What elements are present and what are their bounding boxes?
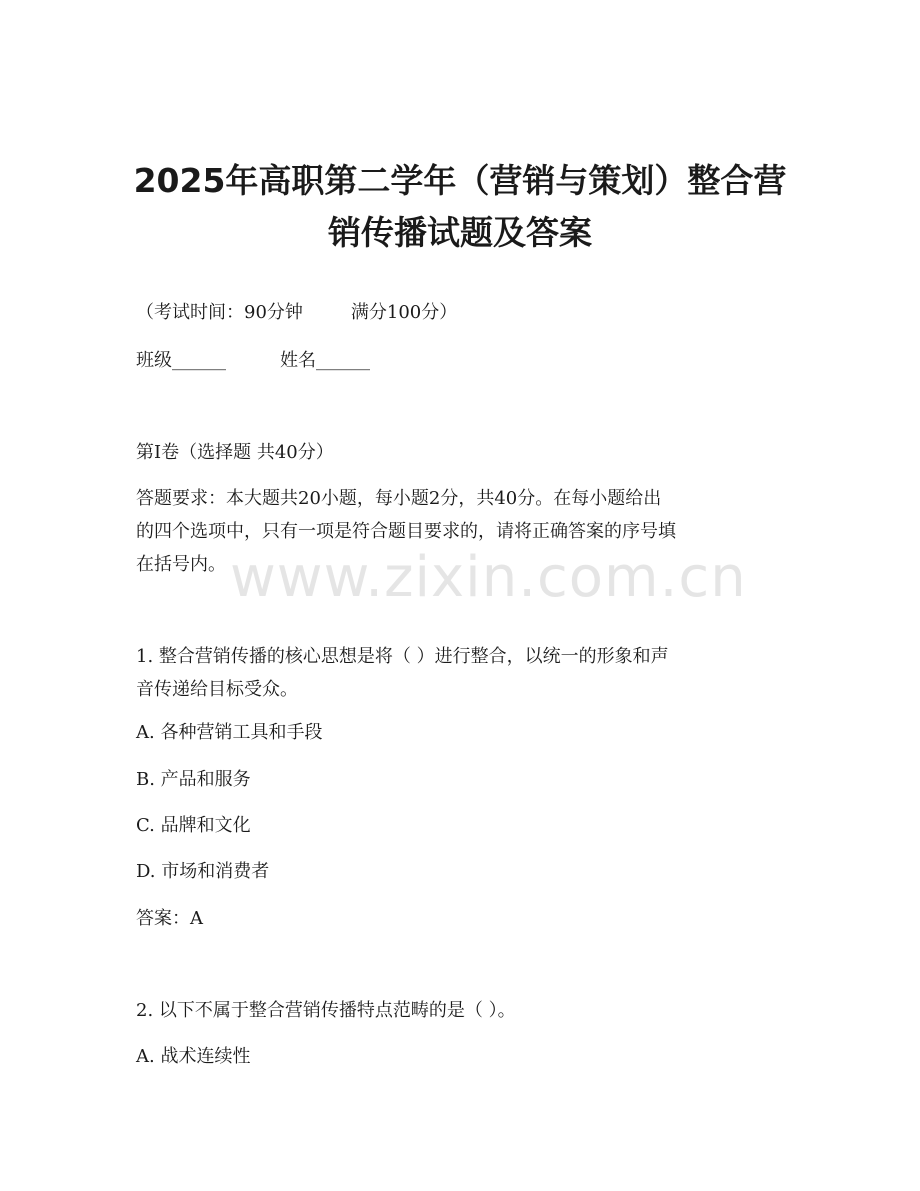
question-1-option-a: A. 各种营销工具和手段 xyxy=(136,722,323,743)
document-title xyxy=(100,155,820,259)
question-1-option-d: D. 市场和消费者 xyxy=(136,861,270,882)
class-field: 班级______ xyxy=(136,350,226,371)
exam-time: （考试时间：90分钟 xyxy=(136,302,303,323)
exam-score: 满分100分） xyxy=(350,302,458,323)
watermark: www.zixin.com.cn xyxy=(230,545,747,610)
title-line-2: 销传播试题及答案 xyxy=(328,213,592,252)
instructions-line-1: 答题要求：本大题共20小题，每小题2分，共40分。在每小题给出 xyxy=(136,488,662,509)
question-1-stem-line-2: 音传递给目标受众。 xyxy=(136,679,298,700)
question-1-stem-line-1: 1. 整合营销传播的核心思想是将（ ）进行整合，以统一的形象和声 xyxy=(136,646,669,667)
title-line-1: 2025年高职第二学年（营销与策划）整合营 xyxy=(133,161,787,200)
student-info xyxy=(136,344,786,378)
question-1-option-c: C. 品牌和文化 xyxy=(136,815,251,836)
question-1-option-b: B. 产品和服务 xyxy=(136,769,251,790)
question-2-stem-line-1: 2. 以下不属于整合营销传播特点范畴的是（ ）。 xyxy=(136,1000,516,1021)
exam-info xyxy=(136,296,786,330)
name-field: 姓名______ xyxy=(280,350,370,371)
section-title: 第I卷（选择题 共40分） xyxy=(136,442,334,463)
question-1-answer: 答案：A xyxy=(136,908,203,929)
instructions-line-3: 在括号内。 xyxy=(136,554,226,575)
question-2-option-a: A. 战术连续性 xyxy=(136,1046,251,1067)
instructions-line-2: 的四个选项中，只有一项是符合题目要求的，请将正确答案的序号填 xyxy=(136,521,676,542)
